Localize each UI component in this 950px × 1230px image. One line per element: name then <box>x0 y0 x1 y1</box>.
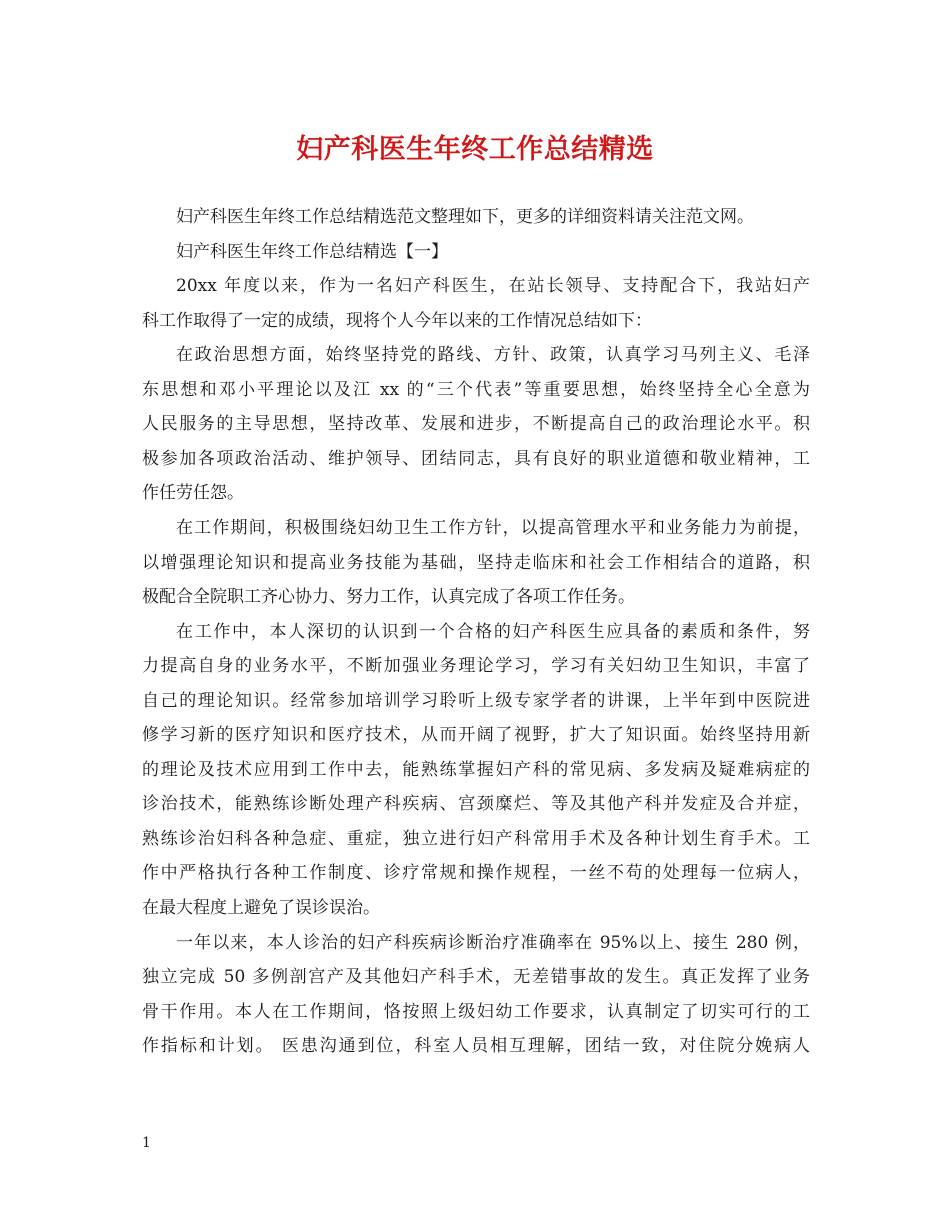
paragraph-line: 20xx 年度以来，作为一名妇产科医生，在站长领导、支持配合下，我站妇产 <box>176 276 810 297</box>
paragraph-line: 极参加各项政治活动、维护领导、团结同志，具有良好的职业道德和敬业精神，工 <box>142 448 810 469</box>
paragraph-line: 人民服务的主导思想，坚持改革、发展和进步，不断提高自己的政治理论水平。积 <box>142 414 810 435</box>
paragraph-line: 在最大程度上避免了误诊误治。 <box>142 898 380 918</box>
paragraph-line: 作中严格执行各种工作制度、诊疗常规和操作规程，一丝不苟的处理每一位病人， <box>142 863 810 884</box>
paragraph-line: 在政治思想方面，始终坚持党的路线、方针、政策，认真学习马列主义、毛泽 <box>176 345 810 366</box>
paragraph-line: 作任劳任怨。 <box>142 483 244 504</box>
paragraph-line: 熟练诊治妇科各种急症、重症，独立进行妇产科常用手术及各种计划生育手术。工 <box>142 828 810 849</box>
paragraph-line: 一年以来，本人诊治的妇产科疾病诊断治疗准确率在 95%以上、接生 280 例， <box>176 932 810 953</box>
paragraph-line: 作指标和计划。 医患沟通到位，科室人员相互理解，团结一致，对住院分娩病人 <box>142 1036 810 1057</box>
paragraph-line: 以增强理论知识和提高业务技能为基础，坚持走临床和社会工作相结合的道路，积 <box>142 552 810 573</box>
paragraph-line: 诊治技术，能熟练诊断处理产科疾病、宫颈糜烂、等及其他产科并发症及合并症， <box>142 794 810 815</box>
paragraph-line: 极配合全院职工齐心协力、努力工作，认真完成了各项工作任务。 <box>142 587 635 608</box>
paragraph-line: 在工作中，本人深切的认识到一个合格的妇产科医生应具备的素质和条件，努 <box>176 621 810 642</box>
paragraph-line: 骨干作用。本人在工作期间，恪按照上级妇幼工作要求，认真制定了切实可行的工 <box>142 1001 810 1022</box>
paragraph-line: 妇产科医生年终工作总结精选【一】 <box>176 241 448 262</box>
page-number: 1 <box>142 1135 151 1151</box>
paragraph-line: 妇产科医生年终工作总结精选范文整理如下，更多的详细资料请关注范文网。 <box>176 207 754 227</box>
paragraph-line: 科工作取得了一定的成绩，现将个人今年以来的工作情况总结如下： <box>142 310 652 331</box>
paragraph-line: 的理论及技术应用到工作中去，能熟练掌握妇产科的常见病、多发病及疑难病症的 <box>142 759 810 780</box>
paragraph-line: 自己的理论知识。经常参加培训学习聆听上级专家学者的讲课，上半年到中医院进 <box>142 690 810 711</box>
paragraph-line: 修学习新的医疗知识和医疗技术，从而开阔了视野，扩大了知识面。始终坚持用新 <box>142 725 810 746</box>
paragraph-line: 力提高自身的业务水平，不断加强业务理论学习，学习有关妇幼卫生知识，丰富了 <box>142 656 810 677</box>
paragraph-line: 在工作期间，积极围绕妇幼卫生工作方针，以提高管理水平和业务能力为前提， <box>176 517 810 538</box>
paragraph-line: 东思想和邓小平理论以及江 xx 的“三个代表”等重要思想，始终坚持全心全意为 <box>142 379 810 400</box>
document-title: 妇产科医生年终工作总结精选 <box>296 134 654 165</box>
paragraph-line: 独立完成 50 多例剖宫产及其他妇产科手术，无差错事故的发生。真正发挥了业务 <box>142 967 810 988</box>
